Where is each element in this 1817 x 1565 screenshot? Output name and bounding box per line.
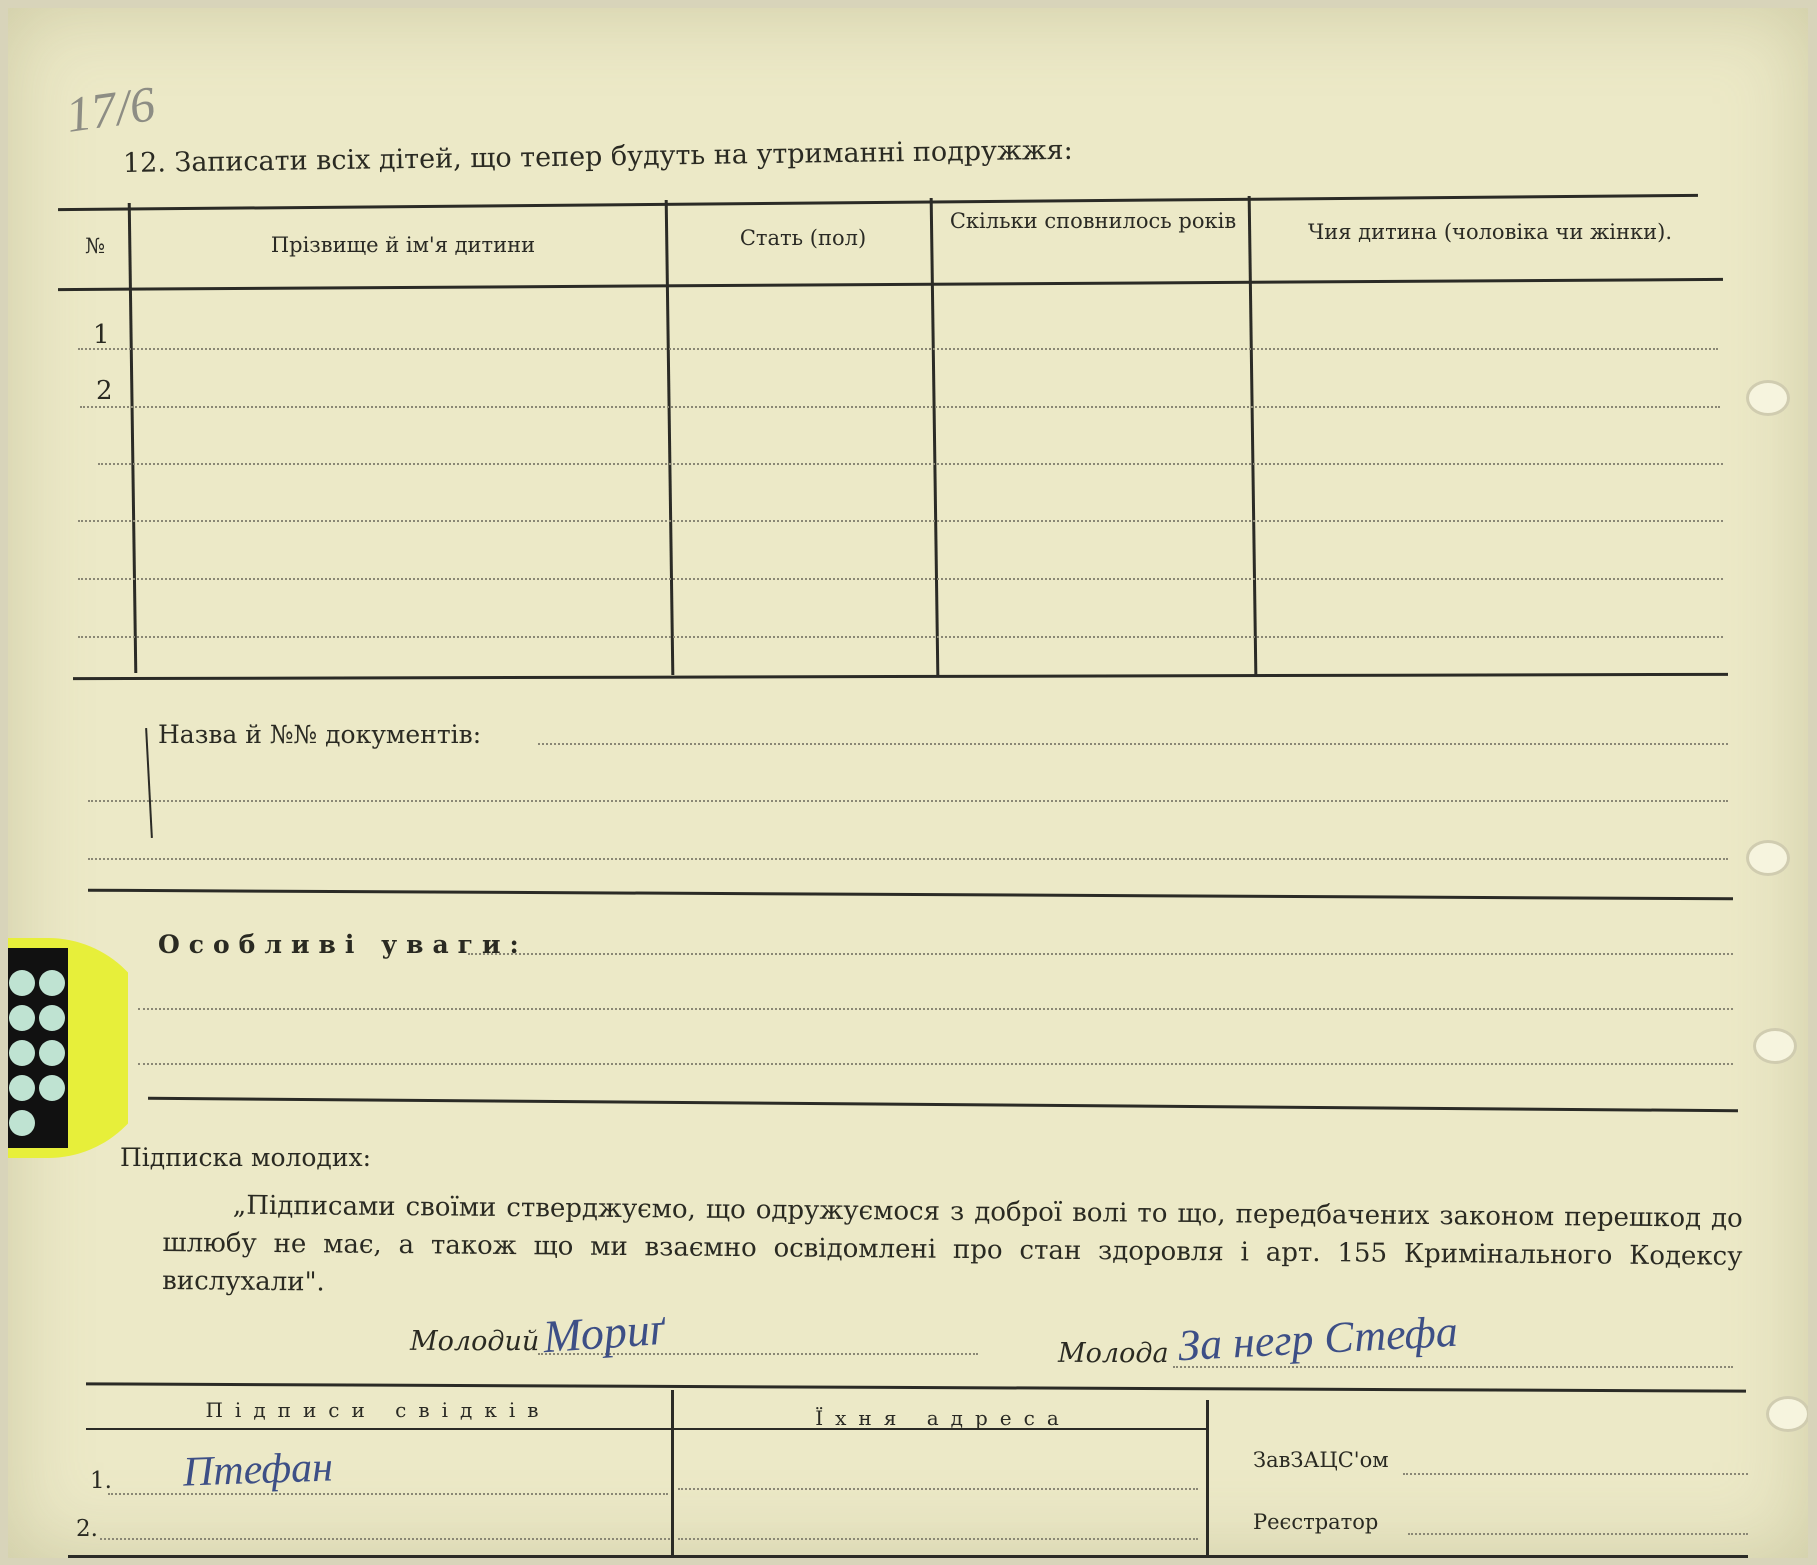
groom-label: Молодий bbox=[410, 1326, 540, 1357]
witness-col-divider-2 bbox=[1206, 1400, 1209, 1555]
registry-head-line bbox=[1403, 1473, 1748, 1475]
special-notes-line bbox=[138, 1008, 1733, 1010]
table-header-age: Скільки сповнилось років bbox=[949, 209, 1237, 233]
witness-address-line-1 bbox=[678, 1488, 1198, 1490]
binder-hole bbox=[1746, 840, 1790, 876]
documents-line bbox=[88, 800, 1728, 802]
couple-declaration-text: „Підписами своїми стверджуємо, що одружуємося з доброї волі то що, передбачених законом перешкод до шлюбу не має, а також що ми взаємно освідомлені про стан здоровля і арт. 155 Кримінального Кодексу вислухали". bbox=[162, 1190, 1743, 1298]
table-row-line bbox=[80, 406, 1720, 408]
witness-address-line-2 bbox=[678, 1538, 1198, 1540]
archive-color-tab bbox=[8, 938, 128, 1158]
groom-signature: Мориґ bbox=[541, 1302, 666, 1363]
table-row-line bbox=[78, 578, 1723, 580]
special-notes-line bbox=[468, 953, 1733, 955]
table-header-number: № bbox=[85, 234, 105, 258]
table-col-divider-1 bbox=[128, 203, 138, 673]
table-row-line bbox=[78, 520, 1723, 522]
witness-signatures-header: Підписи свідків bbox=[205, 1398, 551, 1422]
table-bottom-border bbox=[73, 673, 1728, 680]
row-number-2: 2 bbox=[96, 376, 113, 406]
table-header-sex: Стать (пол) bbox=[739, 226, 867, 250]
table-col-divider-3 bbox=[930, 198, 940, 676]
document-page bbox=[8, 8, 1808, 1558]
table-header-bottom bbox=[58, 278, 1723, 291]
registrar-label: Реєстратор bbox=[1253, 1510, 1379, 1534]
witness-1-signature: Птефан bbox=[182, 1444, 334, 1496]
table-header-child-name: Прізвище й ім'я дитини bbox=[270, 233, 536, 257]
witness-address-header: Їхня адреса bbox=[815, 1406, 1071, 1430]
special-notes-bottom-rule bbox=[148, 1097, 1738, 1112]
witness-row-number-1: 1. bbox=[90, 1468, 112, 1494]
table-header-whose-child: Чия дитина (чоловіка чи жінки). bbox=[1307, 220, 1673, 244]
table-top-border bbox=[58, 194, 1698, 211]
table-row-line bbox=[78, 348, 1718, 350]
archive-number: 17/6 bbox=[62, 75, 159, 143]
documents-line bbox=[88, 858, 1728, 860]
binder-hole bbox=[1766, 1396, 1808, 1432]
table-col-divider-4 bbox=[1248, 196, 1258, 676]
witness-table-bottom bbox=[68, 1555, 1748, 1558]
bride-signature: За негр Стефа bbox=[1176, 1306, 1459, 1371]
witness-table-top bbox=[86, 1382, 1746, 1392]
special-notes-label: Особливі уваги: bbox=[158, 930, 528, 959]
registrar-line bbox=[1408, 1533, 1748, 1535]
special-notes-line bbox=[138, 1063, 1733, 1065]
documents-bracket bbox=[145, 728, 153, 838]
table-row-line bbox=[98, 463, 1723, 465]
witness-line-2 bbox=[100, 1538, 670, 1540]
table-col-divider-2 bbox=[665, 200, 675, 675]
section-12-heading: 12. Записати всіх дітей, що тепер будуть на утриманні подружжя: bbox=[122, 134, 1073, 179]
documents-bottom-rule bbox=[88, 889, 1733, 901]
registry-head-label: ЗавЗАЦС'ом bbox=[1253, 1448, 1389, 1472]
documents-label: Назва й №№ документів: bbox=[158, 720, 482, 749]
bride-label: Молода bbox=[1058, 1338, 1169, 1369]
witness-row-number-2: 2. bbox=[76, 1516, 98, 1542]
binder-hole bbox=[1753, 1028, 1797, 1064]
couple-signature-label: Підписка молодих: bbox=[120, 1143, 372, 1172]
documents-line bbox=[538, 743, 1728, 745]
table-row-line bbox=[78, 636, 1723, 638]
row-number-1: 1 bbox=[93, 320, 110, 350]
witness-col-divider-1 bbox=[671, 1390, 674, 1555]
binder-hole bbox=[1746, 380, 1790, 416]
